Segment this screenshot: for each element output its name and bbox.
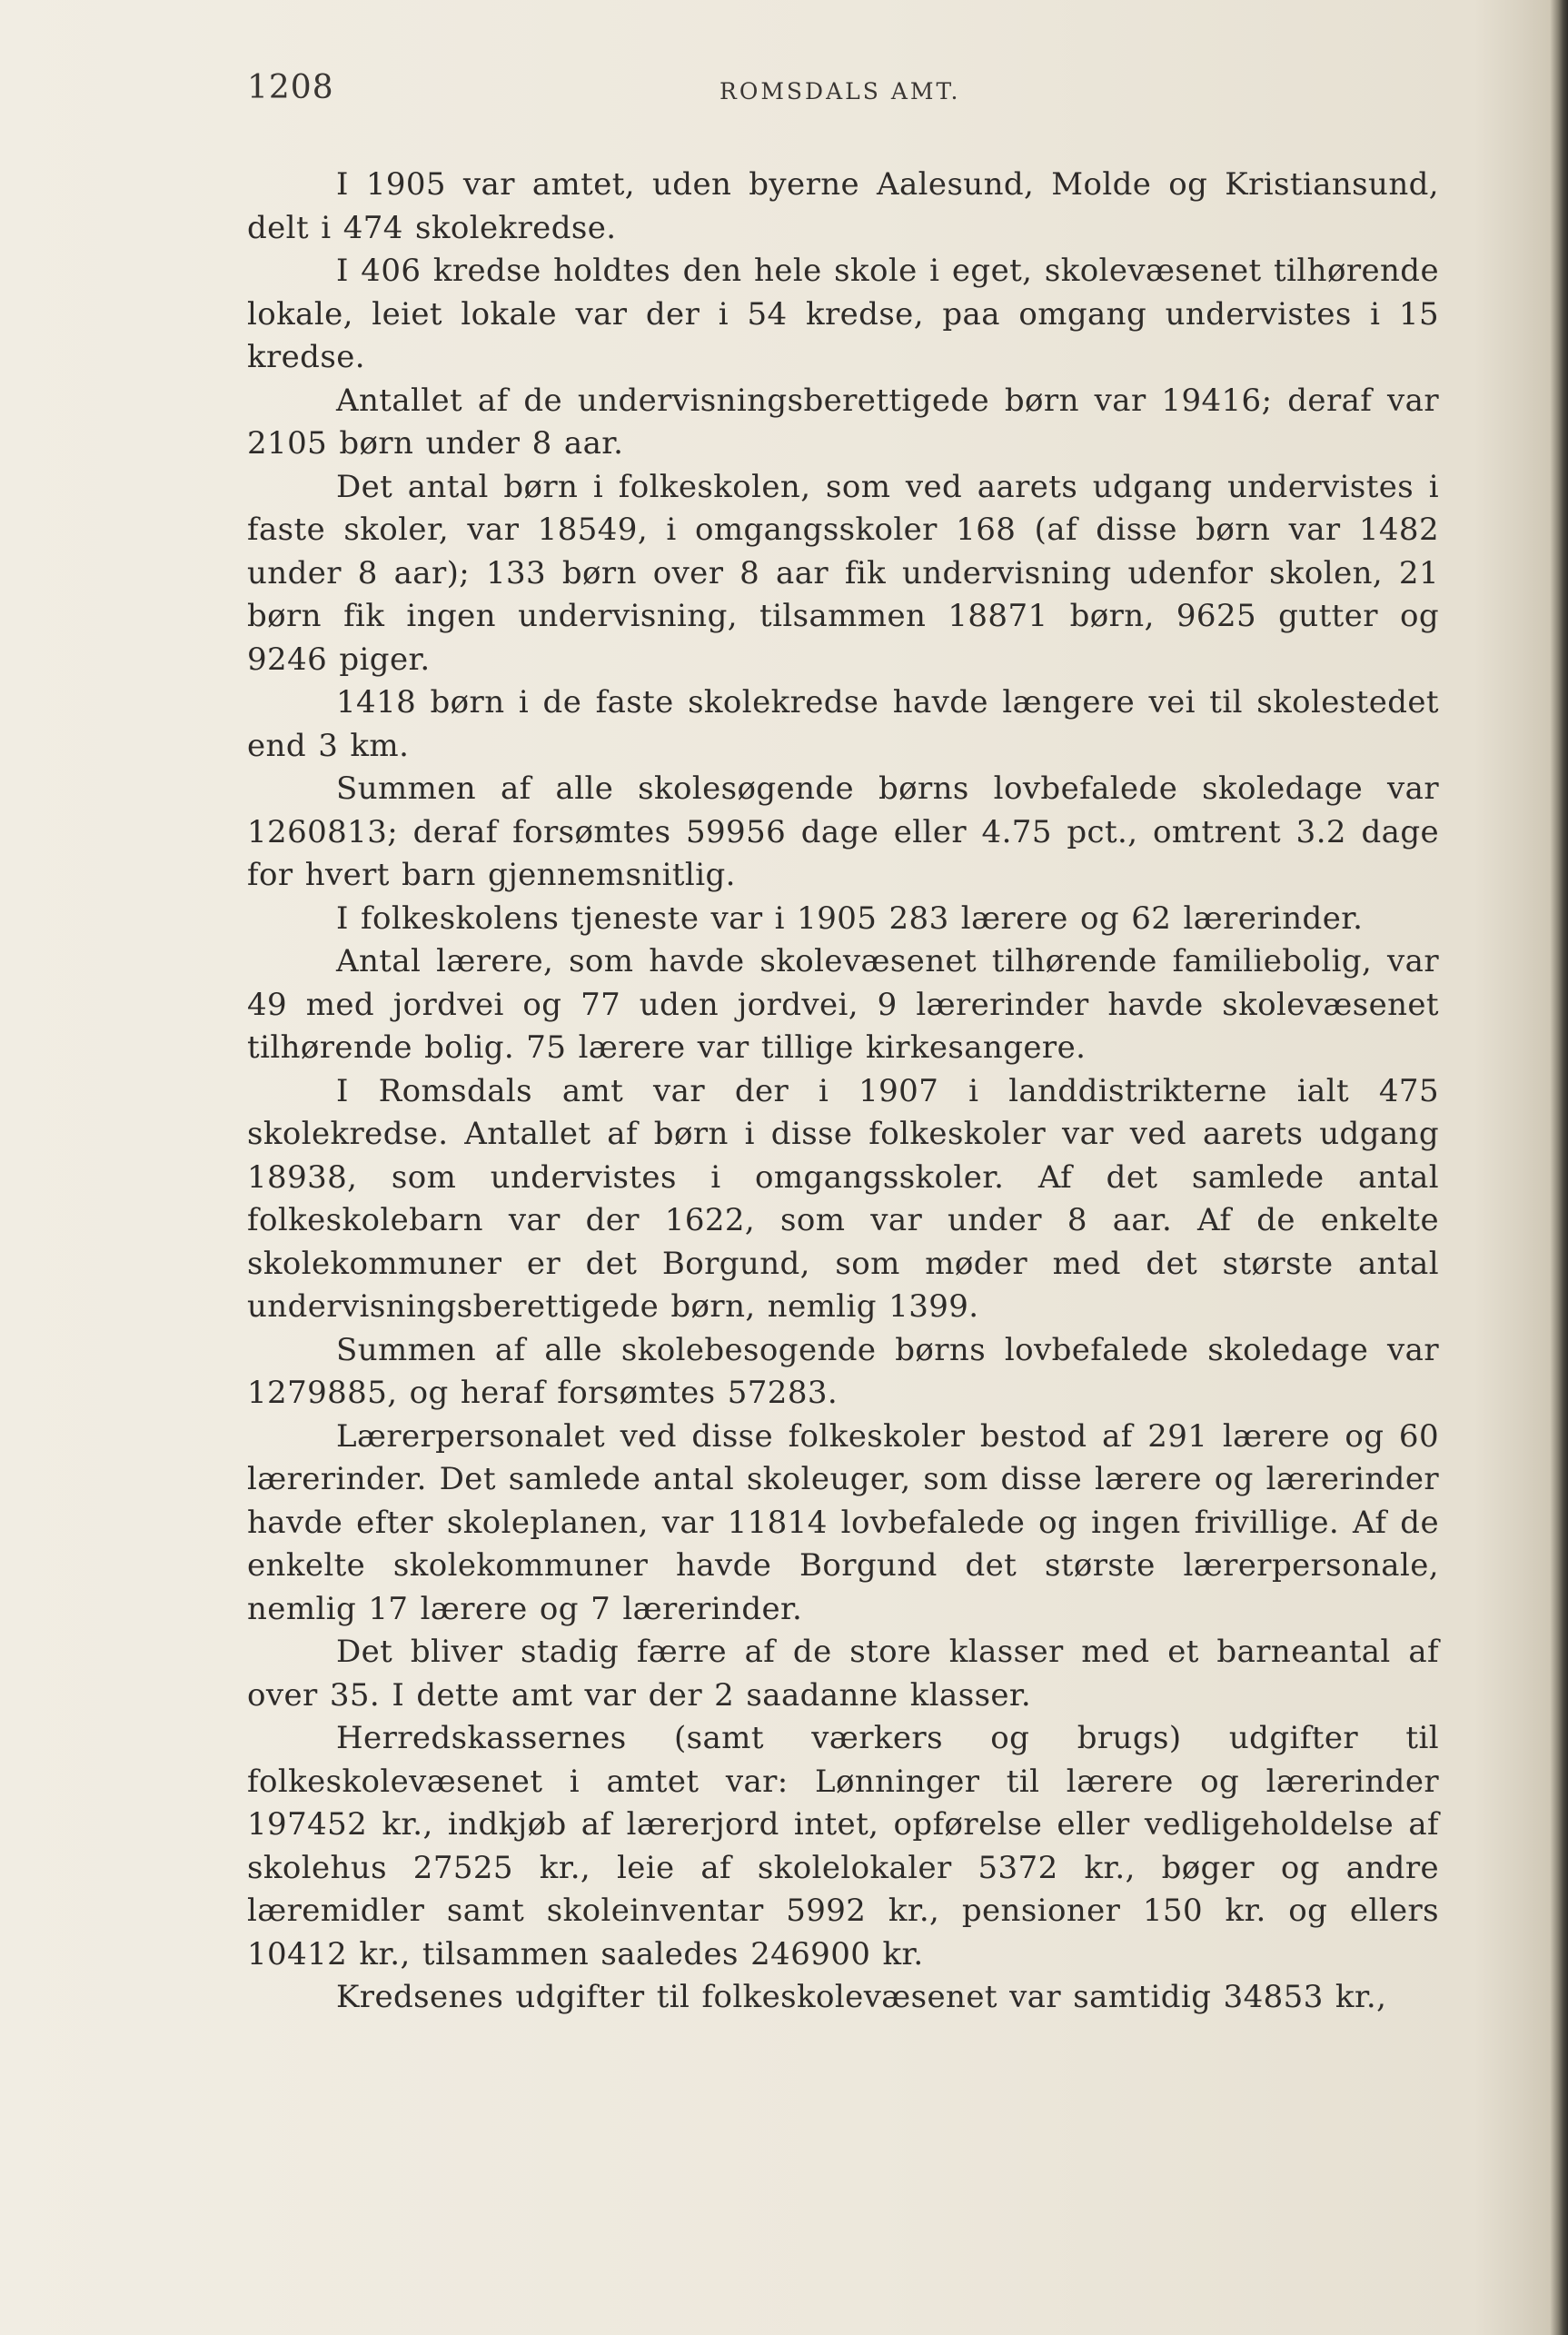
page-header (247, 69, 1428, 124)
paragraph: Kredsenes udgifter til folkeskolevæsenet var samtidig 34853 kr., (336, 1979, 1387, 2015)
paragraph: I 406 kredse holdtes den hele skole i eget, skolevæsenet tilhørende lokale, leiet lokale var der i 54 kredse, paa omgang undervistes i 15 kredse. (247, 253, 1439, 375)
paragraph: Lærerpersonalet ved disse folkeskoler bestod af 291 lærere og 60 lærerinder. Det samlede antal skoleuger, som disse lærere og lærerinder havde efter skoleplanen, var 11814 lovbefalede og ingen frivillige. Af de enkelte skolekommuner havde Borgund det største lærerpersonale, nemlig 17 lærere og 7 lærerinder. (247, 1417, 1439, 1627)
paragraph: Summen af alle skolesøgende børns lovbefalede skoledage var 1260813; deraf forsømtes 59956 dage eller 4.75 pct., omtrent 3.2 dage for hvert barn gjennemsnitlig. (247, 770, 1439, 893)
paragraph: I 1905 var amtet, uden byerne Aalesund, Molde og Kristiansund, delt i 474 skolekredse. (247, 166, 1439, 246)
book-binding-edge (1550, 0, 1568, 2335)
page-number: 1208 (247, 69, 334, 106)
paragraph: Det bliver stadig færre af de store klasser med et barneantal af over 35. I dette amt var der 2 saadanne klasser. (247, 1634, 1439, 1714)
paragraph: I folkeskolens tjeneste var i 1905 283 lærere og 62 lærerinder. (336, 899, 1364, 937)
paragraph: I Romsdals amt var der i 1907 i landdistrikterne ialt 475 skolekredse. Antallet af børn i disse folkeskoler var ved aarets udgang 18938, som undervistes i omgangsskoler. Af det samlede antal folkeskolebarn var der 1622, som var under 8 aar. Af de enkelte skolekommuner er det Borgund, som møder med det største antal undervisningsberettigede børn, nemlig 1399. (247, 1072, 1439, 1325)
body-text (247, 164, 1439, 2020)
paragraph: Antal lærere, som havde skolevæsenet tilhørende familiebolig, var 49 med jordvei og 77 uden jordvei, 9 lærerinder havde skolevæsenet tilhørende bolig. 75 lærere var tillige kirkesangere. (247, 943, 1439, 1066)
paragraph: Det antal børn i folkeskolen, som ved aarets udgang undervistes i faste skoler, var 18549, i omgangsskoler 168 (af disse børn var 1482 under 8 aar); 133 børn over 8 aar fik undervisning udenfor skolen, 21 børn fik ingen undervisning, tilsammen 18871 børn, 9625 gutter og 9246 piger. (247, 468, 1439, 678)
running-head: ROMSDALS AMT. (719, 78, 961, 104)
paragraph: Summen af alle skolebesogende børns lovbefalede skoledage var 1279885, og heraf forsømtes 57283. (247, 1331, 1439, 1411)
paragraph: Antallet af de undervisningsberettigede børn var 19416; deraf var 2105 børn under 8 aar. (247, 382, 1439, 462)
paragraph: 1418 børn i de faste skolekredse havde længere vei til skolestedet end 3 km. (247, 684, 1439, 764)
paragraph: Herredskassernes (samt værkers og brugs) udgifter til folkeskolevæsenet i amtet var: Lønninger til lærere og lærerinder 197452 kr., indkjøb af lærerjord intet, opførelse eller vedligeholdelse af skolehus 27525 kr., leie af skolelokaler 5372 kr., bøger og andre læremidler samt skoleinventar 5992 kr., pensioner 150 kr. og ellers 10412 kr., tilsammen saaledes 246900 kr. (247, 1720, 1439, 1972)
